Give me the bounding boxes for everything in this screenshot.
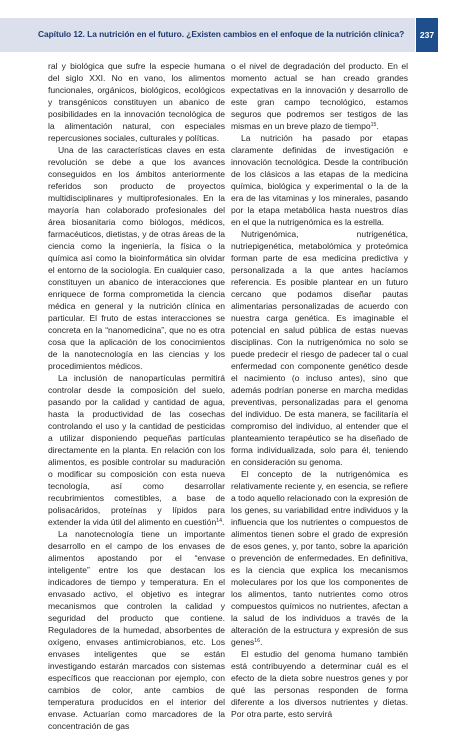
reference-number: 16 bbox=[254, 638, 261, 644]
paragraph: Nutrigenómica, nutrigenética, nutriepigenética, metabolómica y proteómica forman parte de esa medicina predictiva y personalizada a la que antes hacíamos referencia. Es posible plantear en un futuro cercano que podamos diseñar pautas alimentarias personalizadas de acuerdo con nuestra carga genética. Es imaginable el potencial en salud pública de estas nuevas disciplinas. Con la nutrigenómica no solo se puede predecir el riesgo de padecer tal o cual enfermedad con componente genético desde el nacimiento (o incluso antes), sino que además podrían ponerse en marcha medidas preventivas, personalizadas para el genoma del individuo. De esta manera, se facilitaría el compromiso del individuo, al entender que el planteamiento terapéutico se ha diseñado de forma individualizada, solo para él, teniendo en consideración su genoma. bbox=[231, 229, 408, 467]
reference-number: 14 bbox=[216, 518, 222, 524]
paragraph-text: o el nivel de degradación del producto. En el momento actual se han creado grandes expectativas en la innovación y desarrollo de este gran campo tecnológico, estamos seguros que podremos ser testigos de las mismas en un breve plazo de tiempo bbox=[231, 61, 408, 131]
reference-number: 15 bbox=[370, 122, 377, 128]
header-bar bbox=[0, 18, 415, 52]
paragraph: El estudio del genoma humano también está contribuyendo a determinar cuál es el efecto de la dieta sobre nuestros genes y por qué las personas responden de forma diferente a los diversos nutrientes y dietas. Por otra parte, esto servirá bbox=[231, 649, 408, 719]
right-column bbox=[231, 60, 408, 720]
paragraph bbox=[231, 468, 408, 648]
paragraph-end: . bbox=[221, 517, 225, 527]
chapter-title: Capítulo 12. La nutrición en el futuro. ¿Existen cambios en el enfoque de la nutrición clínica? bbox=[38, 29, 405, 39]
page-header bbox=[0, 18, 453, 52]
paragraph bbox=[231, 60, 408, 132]
paragraph: La nanotecnología tiene un importante desarrollo en el campo de los envases de alimentos apostando por el “envase inteligente” entre los que destacan los indicadores de tiempo y temperatura. En el envasado activo, el objetivo es integrar mecanismos que controlen la calidad y seguridad del producto que contiene. Reguladores de la humedad, absorbentes de oxígeno, envases antimicrobianos, etc. Los envases inteligentes que se están investigando estarán marcados con sistemas específicos que reaccionan por ejemplo, con cambios de color, ante cambios de temperatura producidos en el interior del envase. Actuarían como marcadores de la concentración de gas bbox=[48, 529, 225, 731]
paragraph bbox=[48, 372, 225, 528]
left-column bbox=[48, 60, 225, 732]
paragraph-end: . bbox=[260, 637, 263, 647]
paragraph-text: La inclusión de nanopartículas permitirá controlar desde la composición del suelo, pasando por la calidad y cantidad de agua, hasta la productividad de las cosechas controlando el uso y la cantidad de pesticidas a utilizar disponiendo pequeñas partículas directamente en la planta. En relación con los alimentos, es posible controlar su maduración o modificar su composición con esta nueva tecnología, así como desarrollar recubrimientos comestibles, a base de polisacáridos, proteínas y lípidos para extender la vida útil del alimento en cuestión bbox=[48, 373, 225, 527]
paragraph: ral y biológica que sufre la especie humana del siglo XXI. No en vano, los alimentos funcionales, orgánicos, biológicos, ecológicos y transgénicos constituyen un abanico de posibilidades en la innovación tecnológica de la alimentación natural, con especiales repercusiones sociales, culturales y políticas. bbox=[48, 61, 225, 143]
paragraph: La nutrición ha pasado por etapas claramente definidas de investigación e innovación tecnológica. Desde la contribución de los clásicos a las etapas de la medicina química, biológica y experimental o la de la era de las vitaminas y los minerales, pasando por la etapa metabólica hasta nuestros días en el que la nutrigenómica es la estrella. bbox=[231, 133, 408, 227]
paragraph-text: El concepto de la nutrigenómica es relativamente reciente y, en esencia, se refiere a todo aquello relacionado con la expresión de los genes, su variabilidad entre individuos y la influencia que los nutrientes o compuestos de alimentos tienen sobre el grado de expresión de esos genes, y, por tanto, sobre la aparición o prevención de enfermedades. En definitiva, es la ciencia que explica los mecanismos moleculares por los que los componentes de los alimentos, tanto nutrientes como otros compuestos químicos no nutrientes, afectan a la salud de los individuos a través de la alteración de la estructura y expresión de sus genes bbox=[231, 469, 408, 647]
paragraph-end: . bbox=[376, 121, 379, 131]
paragraph: Una de las características claves en esta revolución se debe a que los avances conseguidos en los ámbitos anteriormente referidos son producto de proyectos multidisciplinares y multiprofesionales. En la mayoría han colaborado profesionales del área biosanitaria como biólogos, médicos, farmacéuticos, dietistas, y de otras áreas de la ciencia como la ingeniería, la física o la química así como la bioinformática sin olvidar el entorno de la sociología. En cualquier caso, constituyen un abanico de interacciones que enriquece de forma comprometida la ciencia médica en general y la nutrición clínica en particular. El fruto de estas interacciones se concreta en la “nanomedicina”, que no es otra cosa que la aplicación de los conocimientos de la nanotecnología en las ciencias y los procedimientos médicos. bbox=[48, 145, 225, 371]
page-number: 237 bbox=[416, 18, 438, 52]
